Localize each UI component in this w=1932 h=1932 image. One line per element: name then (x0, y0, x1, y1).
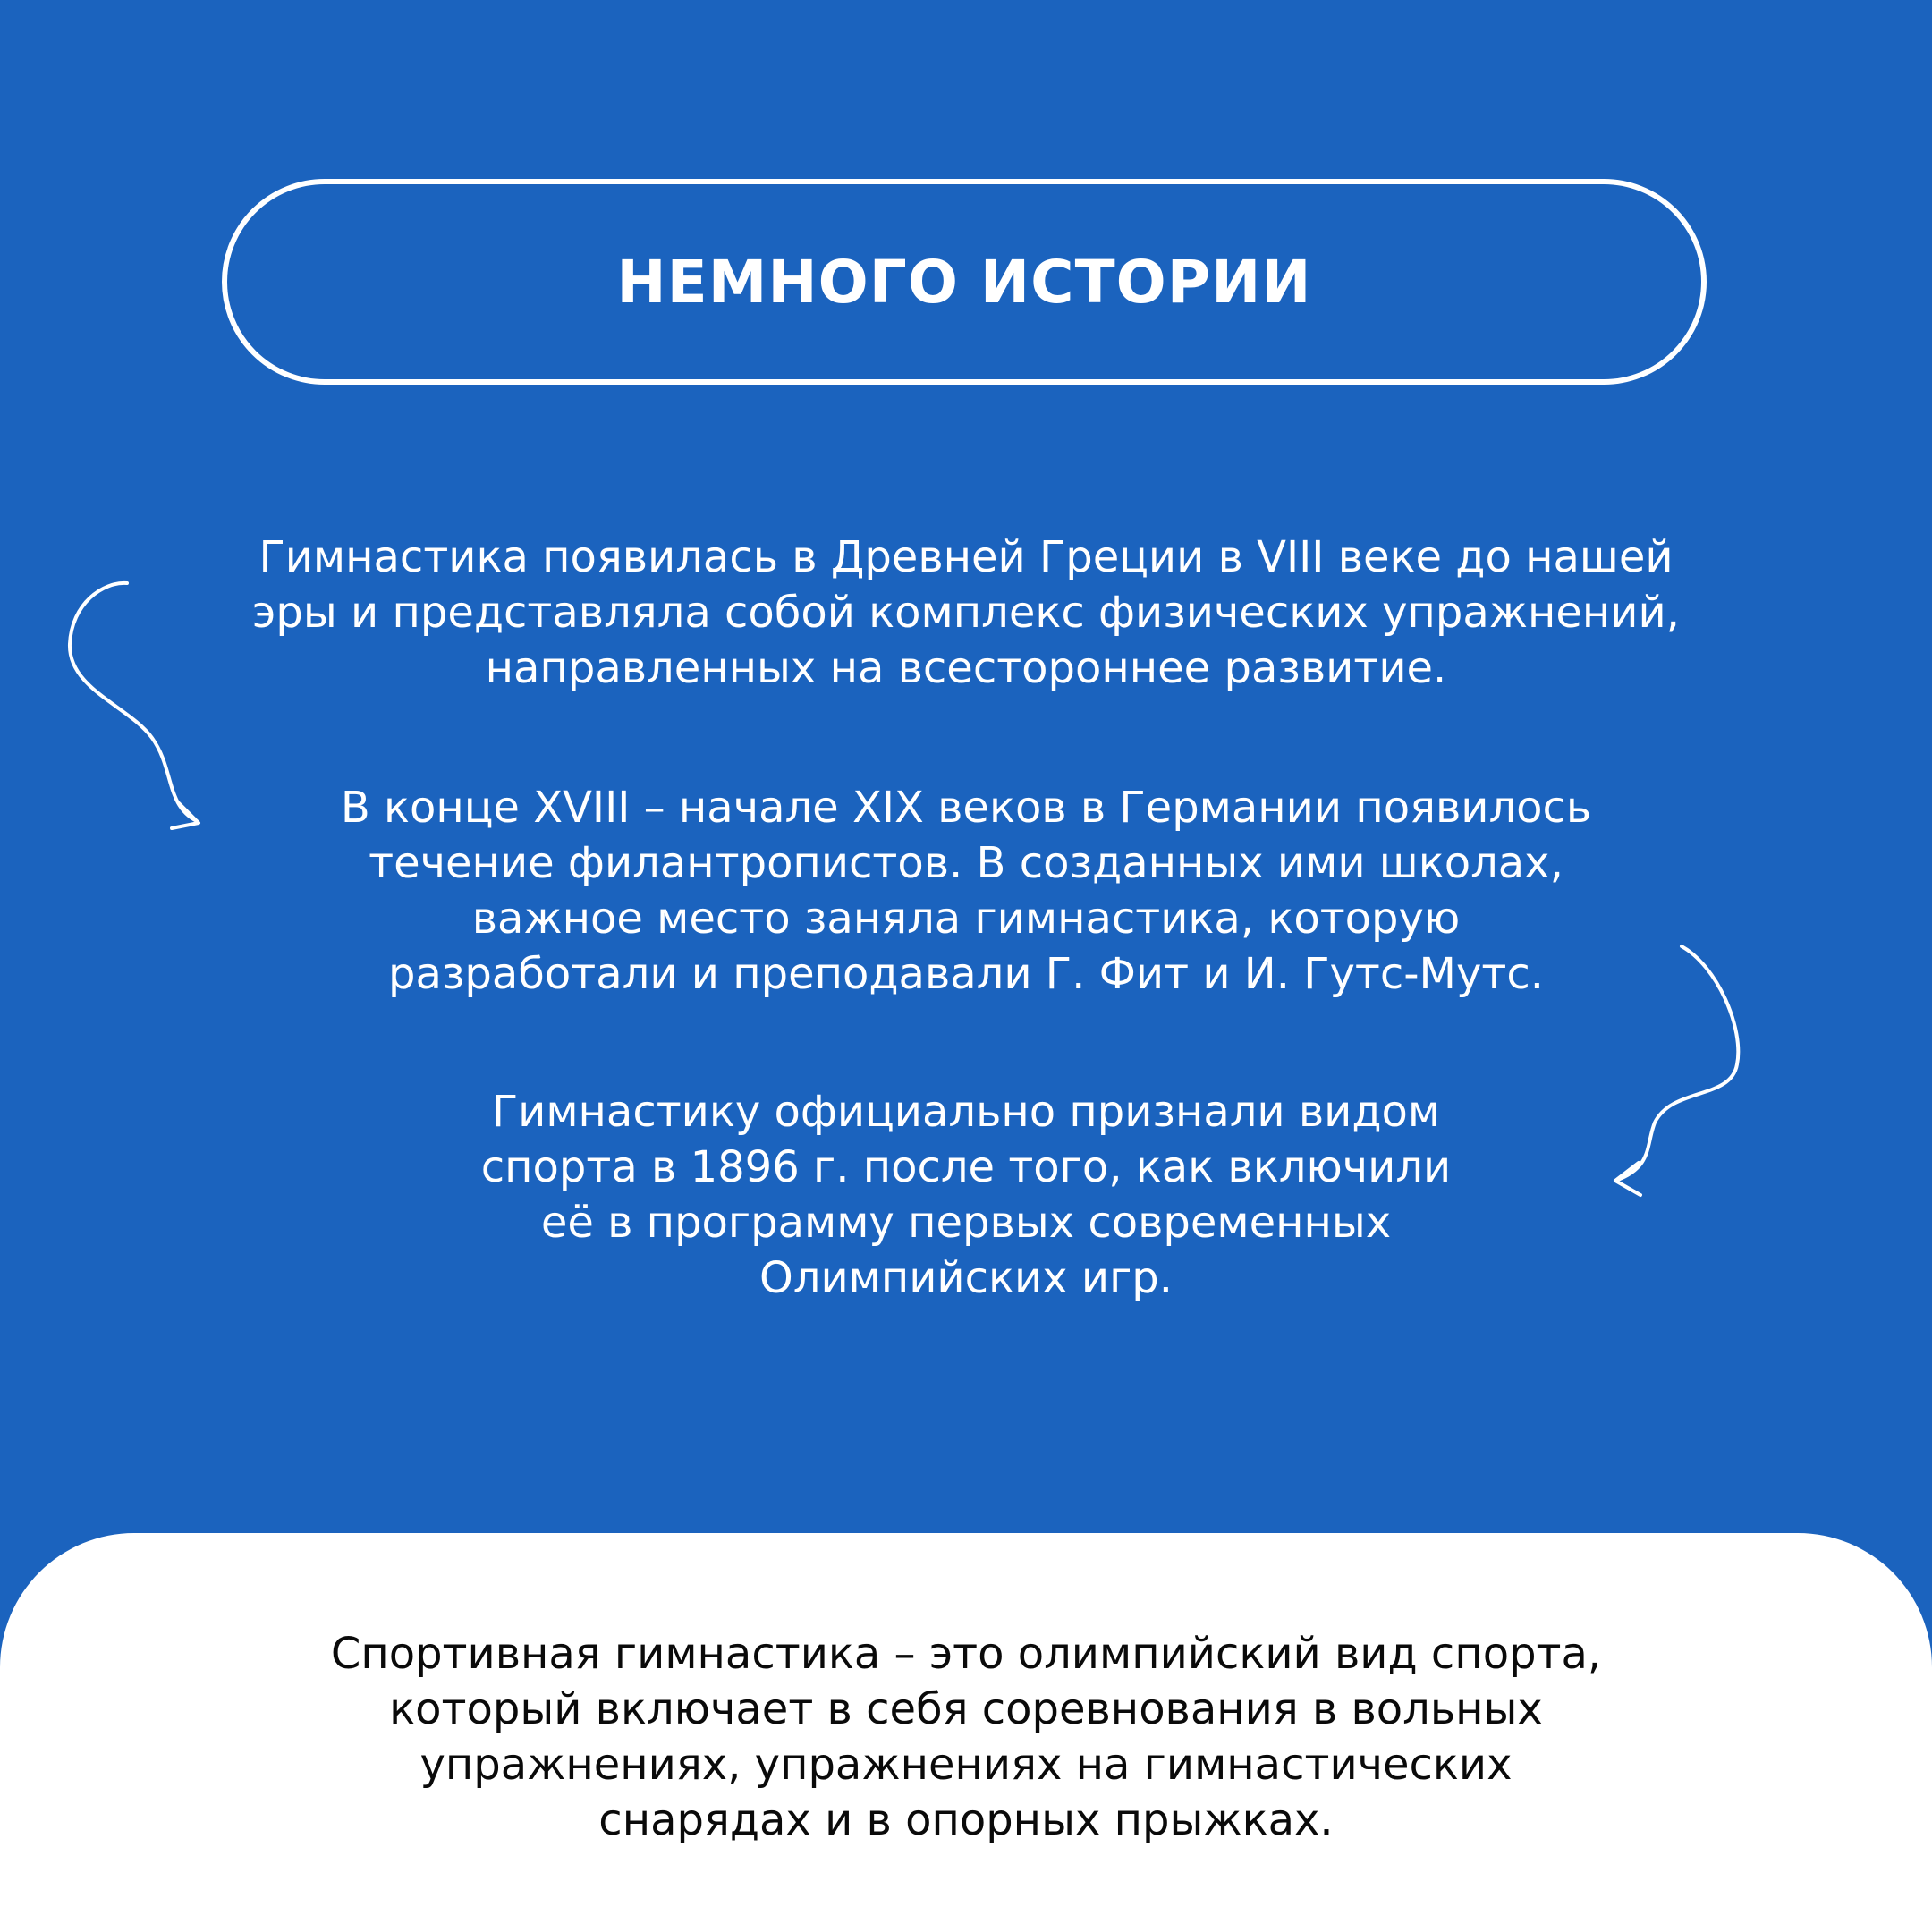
curved-arrow-icon (1583, 930, 1762, 1199)
definition-text: Спортивная гимнастика – это олимпийский вид спорта, который включает в себя соревнования в вольных упражнениях, упражнениях на гимнастических снарядах и в опорных прыжках. (330, 1629, 1602, 1845)
history-paragraph-germany: В конце XVIII – начале XIX веков в Германии появилось течение филантропистов. В созданных ими школах, важное место заняла гимнастика, которую разработали и преподавали Г. Фит и И. Гутс-Мутс. (340, 783, 1592, 999)
history-paragraph-greece: Гимнастика появилась в Древней Греции в VIII веке до нашей эры и представляла собой комплекс физических упражнений, направленных на всестороннее развитие. (252, 532, 1680, 693)
history-paragraph-olympics: Гимнастику официально признали видом спорта в 1896 г. после того, как включили её в программу первых современных Олимпийских игр. (480, 1087, 1452, 1303)
page-title: НЕМНОГО ИСТОРИИ (616, 247, 1312, 317)
title-pill (222, 179, 1707, 385)
